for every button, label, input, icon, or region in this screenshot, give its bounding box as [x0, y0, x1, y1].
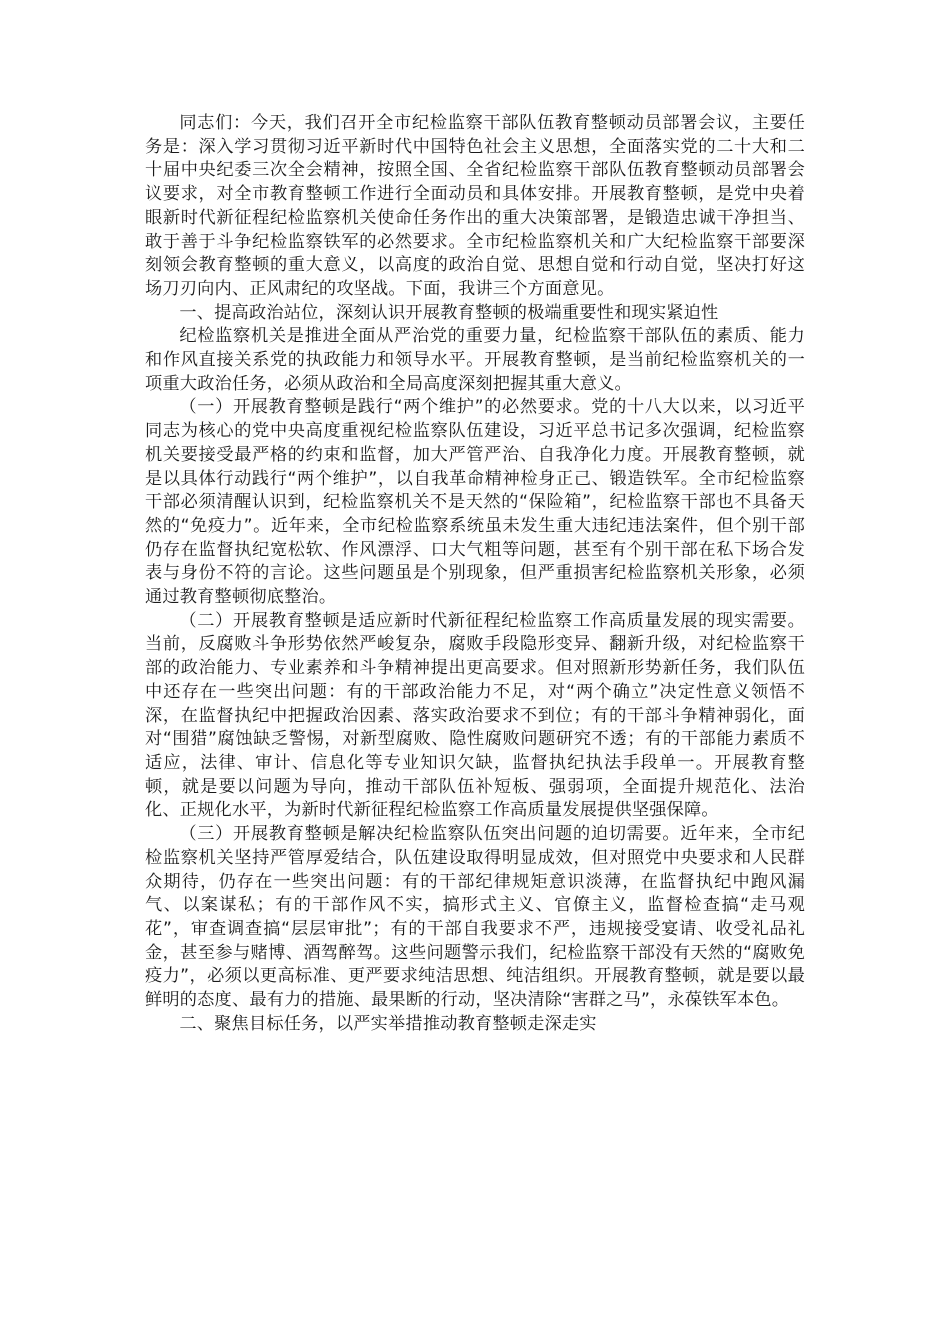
section-intro-paragraph: 纪检监察机关是推进全面从严治党的重要力量，纪检监察干部队伍的素质、能力和作风直接关系党的执政能力和领导水平。开展教育整顿，是当前纪检监察机关的一项重大政治任务，必须从政治和全局高度深刻把握其重大意义。 [145, 326, 805, 394]
point-3-paragraph: （三）开展教育整顿是解决纪检监察队伍突出问题的迫切需要。近年来，全市纪检监察机关坚持严管厚爱结合，队伍建设取得明显成效，但对照党中央要求和人民群众期待，仍存在一些突出问题：有的干部纪律规矩意识淡薄，在监督执纪中跑风漏气、以案谋私；有的干部作风不实，搞形式主义、官僚主义，监督检查搞“走马观花”，审查调查搞“层层审批”；有的干部自我要求不严，违规接受宴请、收受礼品礼金，甚至参与赌博、酒驾醉驾。这些问题警示我们，纪检监察干部没有天然的“腐败免疫力”，必须以更高标准、更严要求纯洁思想、纯洁组织。开展教育整顿，就是要以最鲜明的态度、最有力的措施、最果断的行动，坚决清除“害群之马”，永葆铁军本色。 [145, 824, 805, 1011]
document-body [145, 112, 805, 1036]
opening-paragraph: 同志们：今天，我们召开全市纪检监察干部队伍教育整顿动员部署会议，主要任务是：深入学习贯彻习近平新时代中国特色社会主义思想，全面落实党的二十大和二十届中央纪委三次全会精神，按照全国、全省纪检监察干部队伍教育整顿动员部署会议要求，对全市教育整顿工作进行全面动员和具体安排。开展教育整顿，是党中央着眼新时代新征程纪检监察机关使命任务作出的重大决策部署，是锻造忠诚干净担当、敢于善于斗争纪检监察铁军的必然要求。全市纪检监察机关和广大纪检监察干部要深刻领会教育整顿的重大意义，以高度的政治自觉、思想自觉和行动自觉，坚决打好这场刀刃向内、正风肃纪的攻坚战。下面，我讲三个方面意见。 [145, 113, 805, 299]
point-2-paragraph: （二）开展教育整顿是适应新时代新征程纪检监察工作高质量发展的现实需要。当前，反腐败斗争形势依然严峻复杂，腐败手段隐形变异、翻新升级，对纪检监察干部的政治能力、专业素养和斗争精神提出更高要求。但对照新形势新任务，我们队伍中还存在一些突出问题：有的干部政治能力不足，对“两个确立”决定性意义领悟不深，在监督执纪中把握政治因素、落实政治要求不到位；有的干部斗争精神弱化，面对“围猎”腐蚀缺乏警惕，对新型腐败、隐性腐败问题研究不透；有的干部能力素质不适应，法律、审计、信息化等专业知识欠缺，监督执纪执法手段单一。开展教育整顿，就是要以问题为导向，推动干部队伍补短板、强弱项，全面提升规范化、法治化、正规化水平，为新时代新征程纪检监察工作高质量发展提供坚强保障。 [145, 610, 805, 821]
section-heading-1: 一、提高政治站位，深刻认识开展教育整顿的极端重要性和现实紧迫性 [179, 302, 719, 323]
section-heading-2: 二、聚焦目标任务，以严实举措推动教育整顿走深走实 [179, 1013, 597, 1034]
point-1-paragraph: （一）开展教育整顿是践行“两个维护”的必然要求。党的十八大以来，以习近平同志为核心的党中央高度重视纪检监察队伍建设，习近平总书记多次强调，纪检监察机关要接受最严格的约束和监督，加大严管严治、自我净化力度。开展教育整顿，就是以具体行动践行“两个维护”，以自我革命精神检身正己、锻造铁军。全市纪检监察干部必须清醒认识到，纪检监察机关不是天然的“保险箱”，纪检监察干部也不具备天然的“免疫力”。近年来，全市纪检监察系统虽未发生重大违纪违法案件，但个别干部仍存在监督执纪宽松软、作风漂浮、口大气粗等问题，甚至有个别干部在私下场合发表与身份不符的言论。这些问题虽是个别现象，但严重损害纪检监察机关形象，必须通过教育整顿彻底整治。 [145, 397, 805, 608]
